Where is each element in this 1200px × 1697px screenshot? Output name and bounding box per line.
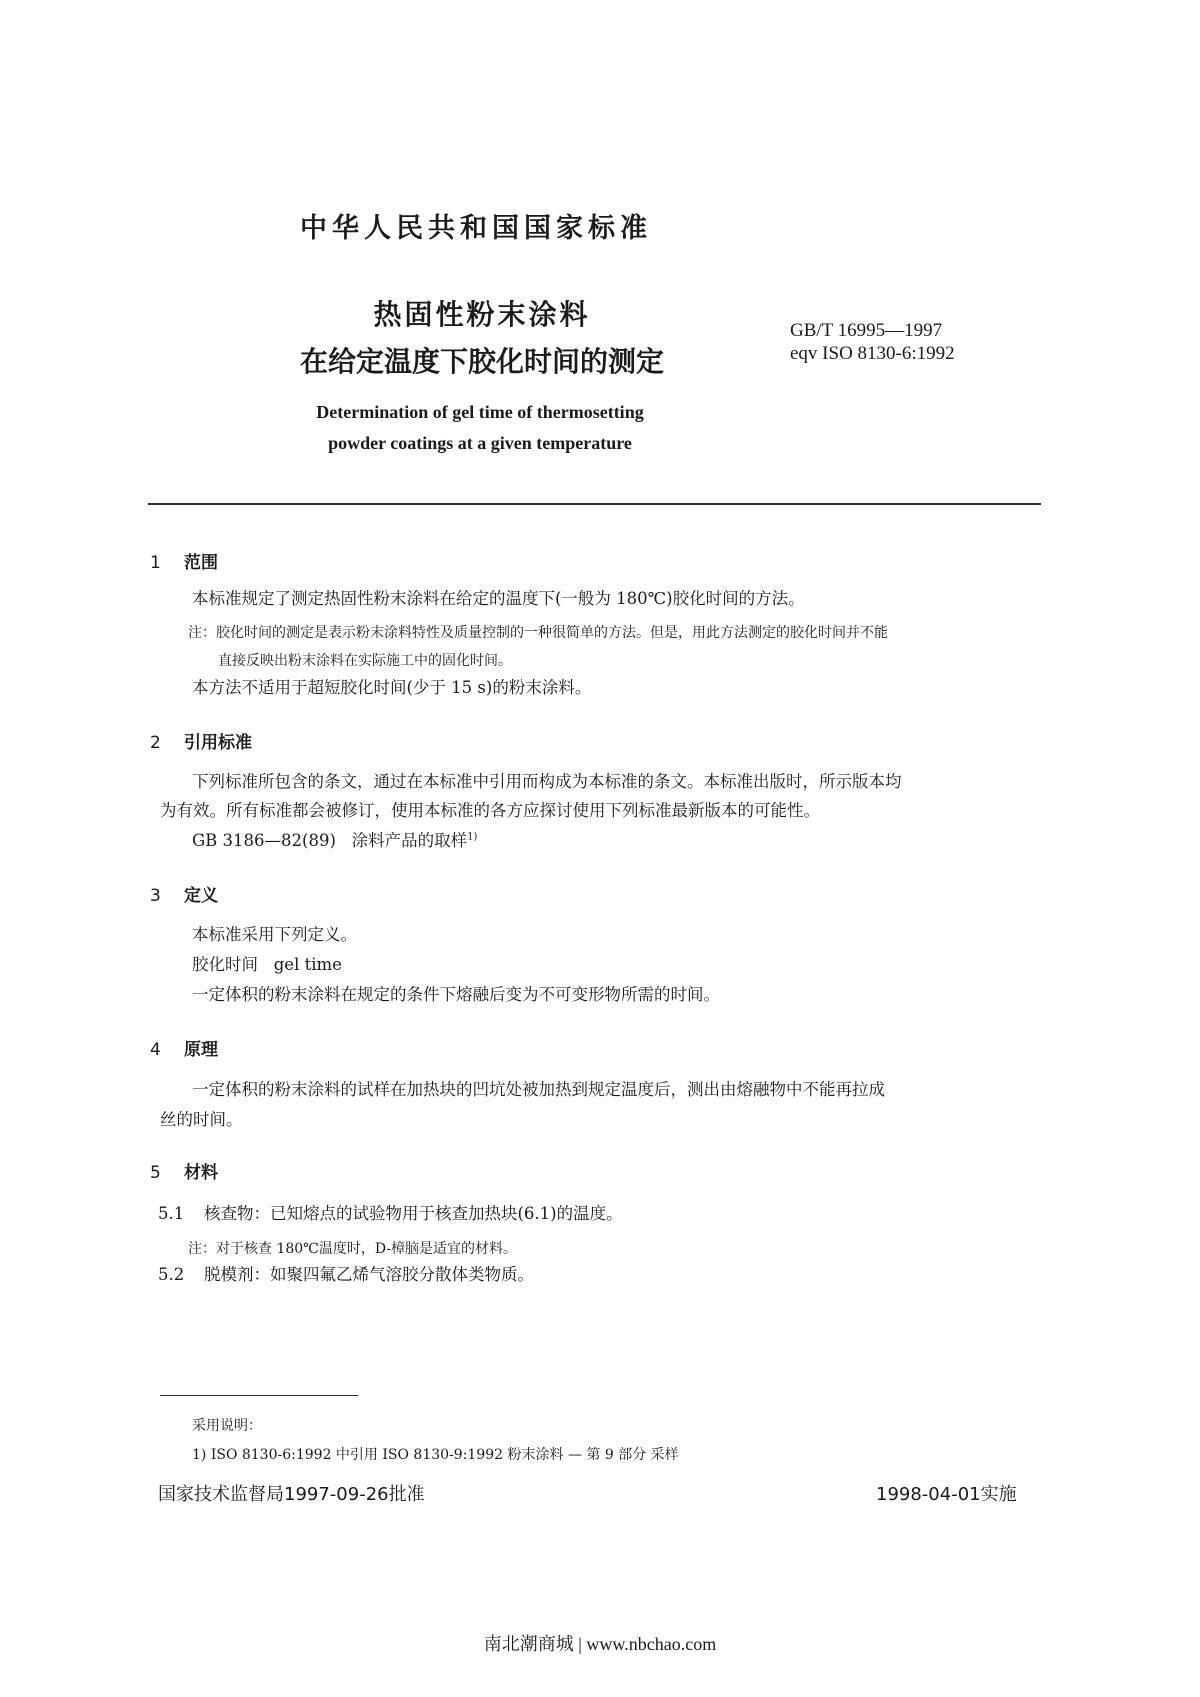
reference-title: 涂料产品的取样 [351,831,468,850]
national-standard-heading: 中华人民共和国国家标准 [300,213,652,244]
term-en: gel time [273,955,342,974]
section-title: 材料 [184,1163,218,1183]
title-cn-line2: 在给定温度下胶化时间的测定 [299,345,664,378]
section-title: 原理 [184,1040,218,1060]
section-number: 5 [150,1163,161,1183]
section-1-paragraph-2: 本方法不适用于超短胶化时间(少于 15 s)的粉末涂料。 [192,678,592,697]
clause-5-1 [158,1204,623,1224]
section-2-heading [150,728,252,753]
clause-number: 5.2 [158,1265,185,1284]
section-2-paragraph-line1: 下列标准所包含的条文，通过在本标准中引用而构成为本标准的条文。本标准出版时，所示版本均 [192,772,902,791]
section-title: 范围 [184,553,218,573]
section-1-note-line1: 注：胶化时间的测定是表示粉末涂料特性及质量控制的一种很简单的方法。但是，用此方法测定的胶化时间并不能 [188,625,888,641]
footnote-marker: 1) [467,831,478,843]
section-number: 2 [150,733,161,753]
section-number: 4 [150,1040,161,1060]
section-3-term [192,955,342,975]
reference-code: GB 3186—82(89) [192,831,336,850]
section-5-heading [150,1158,218,1183]
implementation-date: 1998-04-01实施 [876,1484,1017,1505]
standard-code: GB/T 16995—1997 [790,320,943,341]
section-3-paragraph: 本标准采用下列定义。 [192,925,357,944]
site-watermark: 南北潮商城 | www.nbchao.com [483,1634,717,1654]
section-4-paragraph-line1: 一定体积的粉末涂料的试样在加热块的凹坑处被加热到规定温度后，测出由熔融物中不能再拉成 [192,1080,885,1099]
clause-5-1-note: 注：对于核查 180℃温度时，D-樟脑是适宜的材料。 [188,1241,518,1257]
title-cn-line1: 热固性粉末涂料 [373,298,591,331]
section-4-heading [150,1035,218,1060]
title-en-line2: powder coatings at a given temperature [328,433,632,453]
clause-5-2 [158,1265,534,1285]
section-2-reference [192,831,477,851]
footnote-text: 1) ISO 8130-6:1992 中引用 ISO 8130-9:1992 粉末涂料 — 第 9 部分 采样 [192,1447,679,1463]
section-1-heading [150,548,218,573]
section-number: 3 [150,886,161,906]
clause-text: 核查物：已知熔点的试验物用于核查加热块(6.1)的温度。 [204,1204,623,1223]
section-1-note-line2: 直接反映出粉末涂料在实际施工中的固化时间。 [218,653,512,669]
clause-number: 5.1 [158,1204,185,1223]
header-divider [148,503,1041,505]
footnote-label: 采用说明： [192,1418,262,1434]
section-3-heading [150,881,218,906]
section-1-paragraph: 本标准规定了测定热固性粉末涂料在给定的温度下(一般为 180℃)胶化时间的方法。 [192,589,805,608]
term-cn: 胶化时间 [192,955,258,974]
section-title: 引用标准 [184,733,252,753]
approval-date: 国家技术监督局1997-09-26批准 [158,1484,425,1505]
section-4-paragraph-line2: 丝的时间。 [160,1110,243,1129]
section-number: 1 [150,553,161,573]
section-3-definition: 一定体积的粉末涂料在规定的条件下熔融后变为不可变形物所需的时间。 [192,985,720,1004]
title-en-line1: Determination of gel time of thermosetting [316,402,644,422]
section-2-paragraph-line2: 为有效。所有标准都会被修订，使用本标准的各方应探讨使用下列标准最新版本的可能性。 [160,801,820,820]
section-title: 定义 [184,886,218,906]
iso-equivalence: eqv ISO 8130-6:1992 [790,343,955,364]
footnote-divider [160,1395,358,1396]
clause-text: 脱模剂：如聚四氟乙烯气溶胶分散体类物质。 [204,1265,534,1284]
